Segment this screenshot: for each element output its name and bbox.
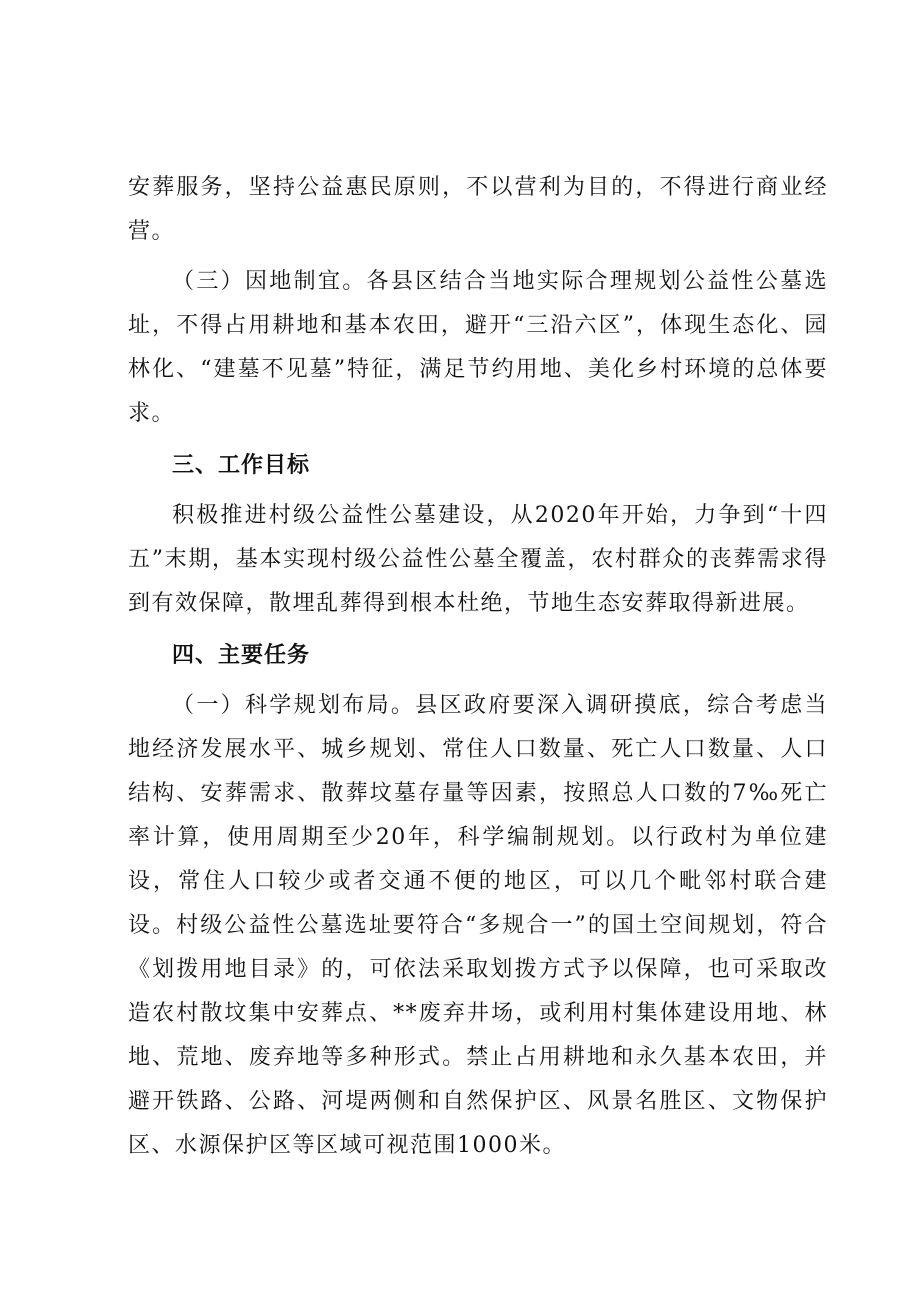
paragraph-scientific-planning: （一）科学规划布局。县区政府要深入调研摸底，综合考虑当地经济发展水平、城乡规划、常住人口数量、死亡人口数量、人口结构、安葬需求、散葬坟墓存量等因素，按照总人口数的7‰死亡率计算，使用周期至少20年，科学编制规划。以行政村为单位建设，常住人口较少或者交通不便的地区，可以几个毗邻村联合建设。村级公益性公墓选址要符合“多规合一”的国土空间规划，符合《划拨用地目录》的，可依法采取划拨方式予以保障，也可采取改造农村散坟集中安葬点、**废弃井场，或利用村集体建设用地、林地、荒地、废弃地等多种形式。禁止占用耕地和永久基本农田，并避开铁路、公路、河堤两侧和自然保护区、风景名胜区、文物保护区、水源保护区等区域可视范围1000米。	[128, 693, 828, 1158]
paragraph-funeral-service: 安葬服务，坚持公益惠民原则，不以营利为目的，不得进行商业经营。	[128, 175, 828, 244]
heading-main-tasks: 四、主要任务	[172, 643, 311, 668]
paragraph-spacer	[128, 436, 828, 444]
paragraph-spacer	[128, 626, 828, 634]
document-body	[128, 166, 828, 1168]
paragraph-local-conditions: （三）因地制宜。各县区结合当地实际合理规划公益性公墓选址，不得占用耕地和基本农田，避开“三沿六区”，体现生态化、园林化、“建墓不见墓”特征，满足节约用地、美化乡村环境的总体要求。	[128, 269, 828, 426]
heading-work-goals: 三、工作目标	[172, 453, 311, 478]
paragraph-work-goals: 积极推进村级公益性公墓建设，从2020年开始，力争到“十四五”末期，基本实现村级公益性公墓全覆盖，农村群众的丧葬需求得到有效保障，散埋乱葬得到根本杜绝，节地生态安葬取得新进展。	[128, 503, 828, 616]
